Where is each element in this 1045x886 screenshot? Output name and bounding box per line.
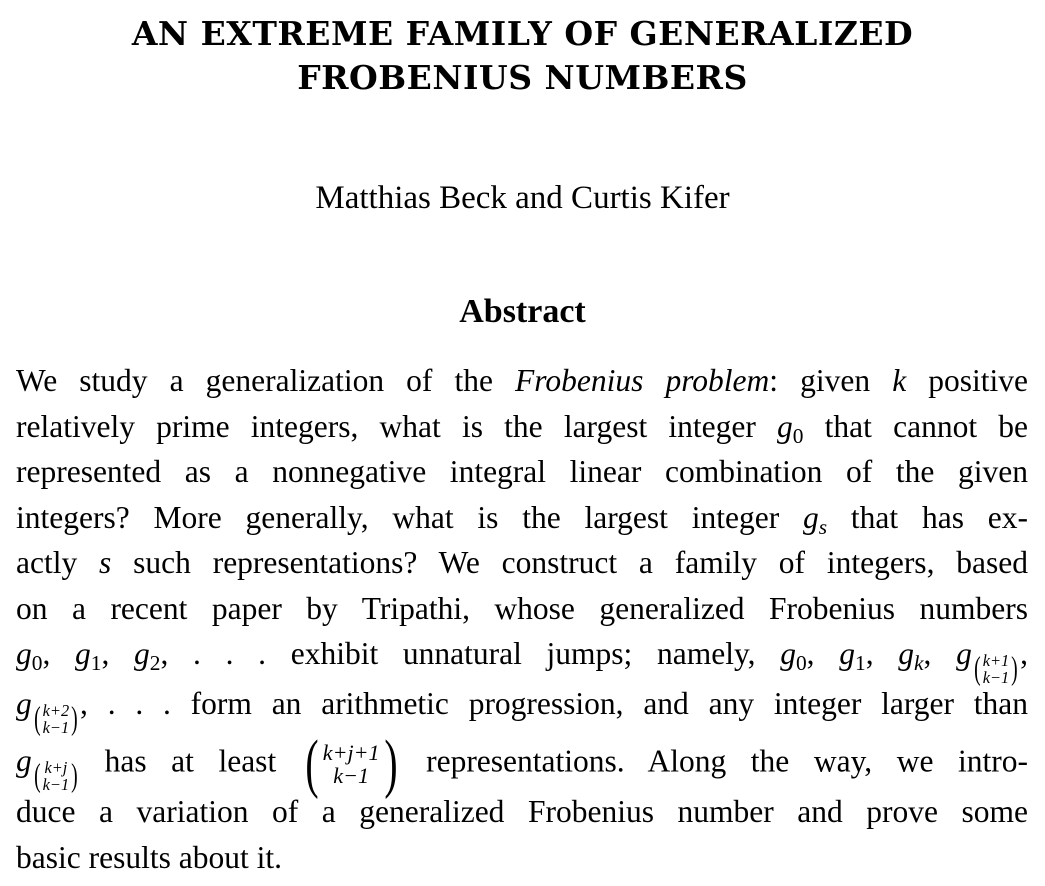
abstract-line-4: integers? More generally, what is the largest integer $g_s$ that has ex- (16, 499, 1028, 539)
abstract-line-7: $g_0$, $g_1$, $g_2$, . . . exhibit unnatural jumps; namely, $g_0$, $g_1$, $g_k$, g ( k+1 k−1 ) , (16, 636, 1028, 688)
abstract-line-11: basic results about it. (16, 839, 282, 875)
abstract-line-6: on a recent paper by Tripathi, whose generalized Frobenius numbers (16, 590, 1028, 626)
abstract-line-5: actly s such representations? We construct a family of integers, based (16, 545, 1028, 580)
term-frobenius-problem: Frobenius problem (515, 363, 770, 398)
symbol-g0: $g_0$ (777, 408, 804, 448)
abstract-line-2: relatively prime integers, what is the largest integer $g_0$ that cannot be (16, 408, 1028, 448)
abstract-line-3: represented as a nonnegative integral linear combination of the given (16, 454, 1028, 489)
binomial-coefficient: ( k+j+1 k−1 ) (305, 727, 398, 800)
symbol-g-binom-k1: g ( k+1 k−1 ) (956, 636, 1018, 688)
symbol-g-binom-kj: g ( k+j k−1 ) (16, 743, 78, 795)
title-line-2: FROBENIUS NUMBERS (297, 58, 748, 97)
abstract-body (16, 358, 1028, 880)
paper-title (0, 12, 1045, 100)
abstract-line-1: We study a generalization of the Frobenius problem: given k positive (16, 363, 1028, 398)
abstract-line-9: g ( k+j k−1 ) has at least ( k+j+1 k−1 ) representations. Along the way, we intro- (16, 727, 1028, 800)
symbol-gs: $g_s$ (803, 499, 828, 539)
symbol-g-binom-k2: g ( k+2 k−1 ) (16, 686, 78, 738)
title-line-1: AN EXTREME FAMILY OF GENERALIZED (131, 14, 914, 53)
abstract-line-8: g ( k+2 k−1 ) , . . . form an arithmetic progression, and any integer larger than (16, 686, 1028, 738)
abstract-line-10: duce a variation of a generalized Frobenius number and prove some (16, 794, 1028, 829)
authors: Matthias Beck and Curtis Kifer (315, 180, 730, 216)
abstract-heading: Abstract (459, 293, 586, 330)
